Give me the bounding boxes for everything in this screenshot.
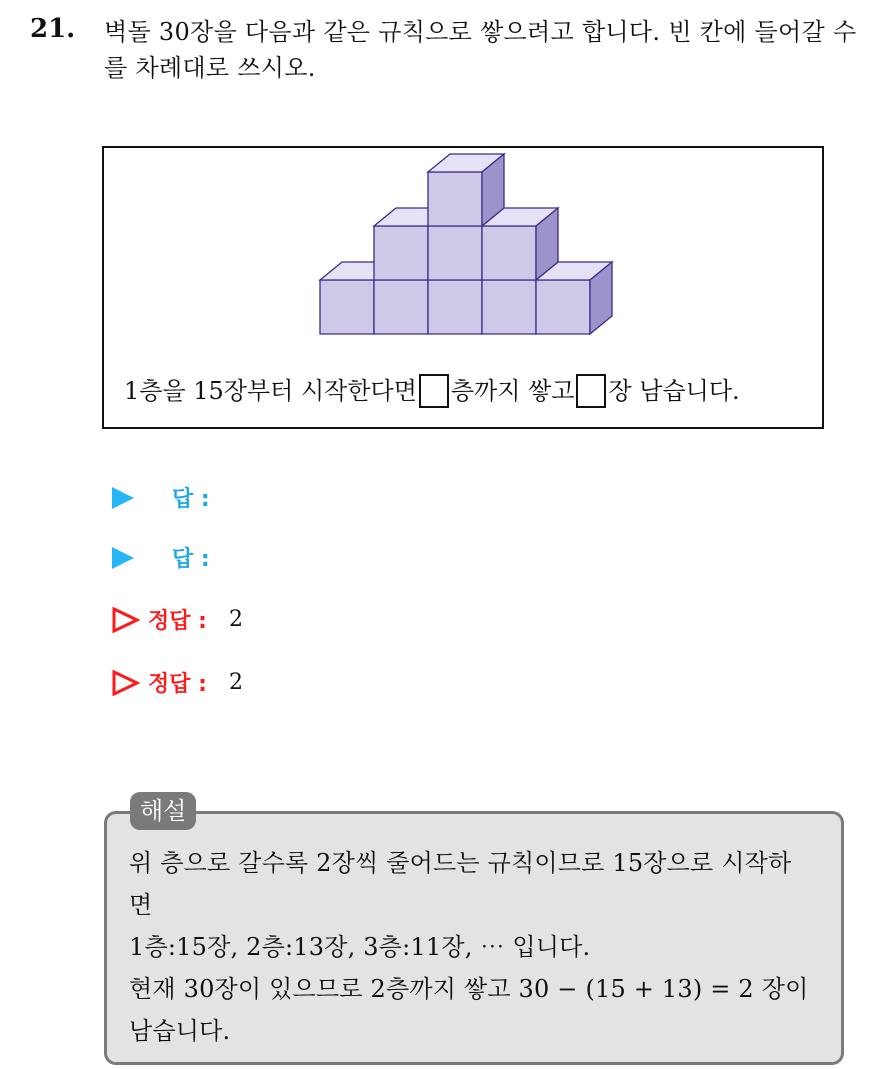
correct-label: 정답 : [148,609,207,634]
correct-row-2 [112,667,243,698]
blank-box-1[interactable] [419,374,449,408]
blank-box-2[interactable] [576,374,606,408]
cube-front-face [536,280,590,334]
play-outline-icon [112,607,140,633]
correct-value: 2 [228,670,243,695]
play-outline-icon [112,670,140,696]
sentence-part1: 1층을 15장부터 시작한다면 [124,377,417,405]
answer-row-1[interactable] [112,482,210,513]
play-filled-icon [112,487,134,509]
cube-front-face [428,280,482,334]
cube-front-face [374,280,428,334]
explanation-box [104,811,844,1065]
sentence-part2: 층까지 쌓고 [450,377,575,405]
cube-front-face [320,280,374,334]
correct-value: 2 [228,607,243,632]
figure-box [102,146,824,429]
brick-stack-figure [104,148,822,368]
explanation-line: 남습니다. [129,1017,231,1045]
cube-front-face [482,226,536,280]
answer-row-2[interactable] [112,542,210,573]
question-number: 21. [30,14,76,44]
correct-row-1 [112,604,243,635]
explanation-line: 위 층으로 갈수록 2장씩 줄어드는 규칙이므로 15장으로 시작하 [129,849,792,877]
explanation-body [129,842,829,1052]
play-filled-icon [112,547,134,569]
sentence-part3: 장 남습니다. [608,377,740,405]
figure-sentence [124,374,740,408]
explanation-tag: 해설 [130,792,196,830]
explanation-line: 면 [129,891,153,919]
cube-front-face [428,172,482,226]
explanation-line: 현재 30장이 있으므로 2층까지 쌓고 30 − (15 + 13) = 2 장이 [129,975,809,1003]
answer-label: 답 : [172,547,210,572]
cube-front-face [482,280,536,334]
cube-front-face [374,226,428,280]
question-text: 벽돌 30장을 다음과 같은 규칙으로 쌓으려고 합니다. 빈 칸에 들어갈 수를 차례대로 쓰시오. [104,18,857,82]
answer-label: 답 : [172,487,210,512]
cube-front-face [428,226,482,280]
explanation-line: 1층:15장, 2층:13장, 3층:11장, ⋯ 입니다. [129,933,591,961]
correct-label: 정답 : [148,672,207,697]
